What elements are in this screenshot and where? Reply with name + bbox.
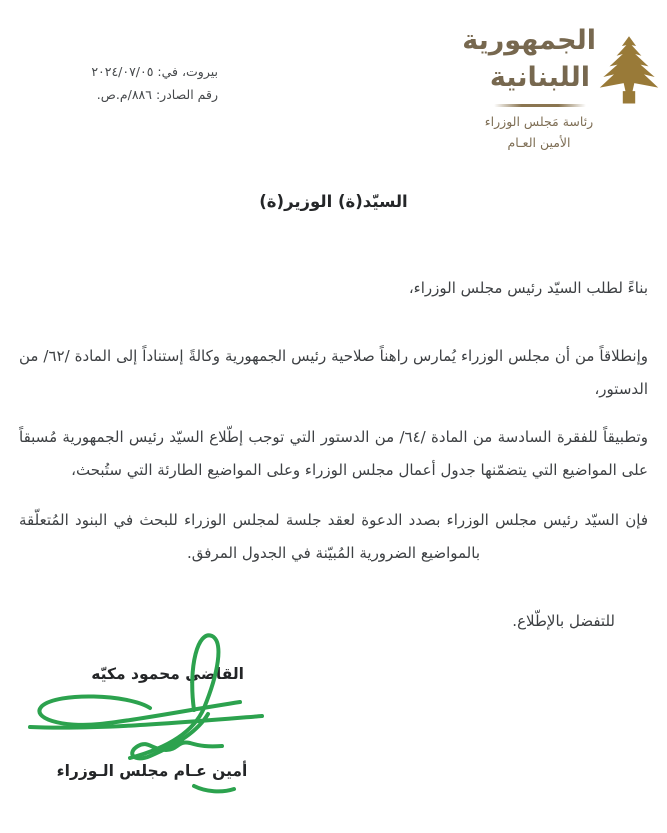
letterhead-divider [494,104,586,107]
paragraph-article-62: وإنطلاقاً من أن مجلس الوزراء يُمارس راهناً صلاحية رئيس الجمهورية وكالةً إستناداً إلى المادة /٦٢/ من الدستور، [19,347,648,398]
cedar-tree-icon [598,30,660,108]
letterhead-office: الأمين العـام [507,135,571,150]
letter-meta [38,60,218,106]
closing-line: للتفضل بالإطّلاع. [512,612,615,630]
ref-number-line: رقم الصادر: ٨٨٦/م.ص. [96,87,218,102]
signer-name: القاضي محمود مكيّه [91,665,244,683]
republic-calligraphy [462,22,596,96]
calligraphy-line-2: اللبنانية [489,62,591,93]
signature-ink [28,626,268,798]
paragraph-request: بناءً لطلب السيّد رئيس مجلس الوزراء، [408,279,648,297]
date-line: بيروت، في: ٢٠٢٤/٠٧/٠٥ [91,64,218,79]
letterhead-org: رئاسة مَجلس الوزراء [484,114,594,129]
signer-title: أمين عـام مجلس الـوزراء [56,762,248,780]
recipient-title: السيّد(ة) الوزير(ة) [259,192,408,211]
paragraph-session-call: فإن السيّد رئيس مجلس الوزراء بصدد الدعوة لعقد جلسة لمجلس الوزراء للبحث في البنود المُتعلّقة بالمواضيع الضرورية المُبيّنة في الجدول المرفق. [19,511,648,562]
calligraphy-line-1: الجمهورية [462,25,596,56]
paragraph-article-64: وتطبيقاً للفقرة السادسة من المادة /٦٤/ من الدستور التي توجب إطّلاع السيّد رئيس الجمهورية مُسبقاً على المواضيع التي يتضمّنها جدول أعمال مجلس الوزراء وعلى المواضيع الطارئة التي ستُبحث، [19,428,648,479]
